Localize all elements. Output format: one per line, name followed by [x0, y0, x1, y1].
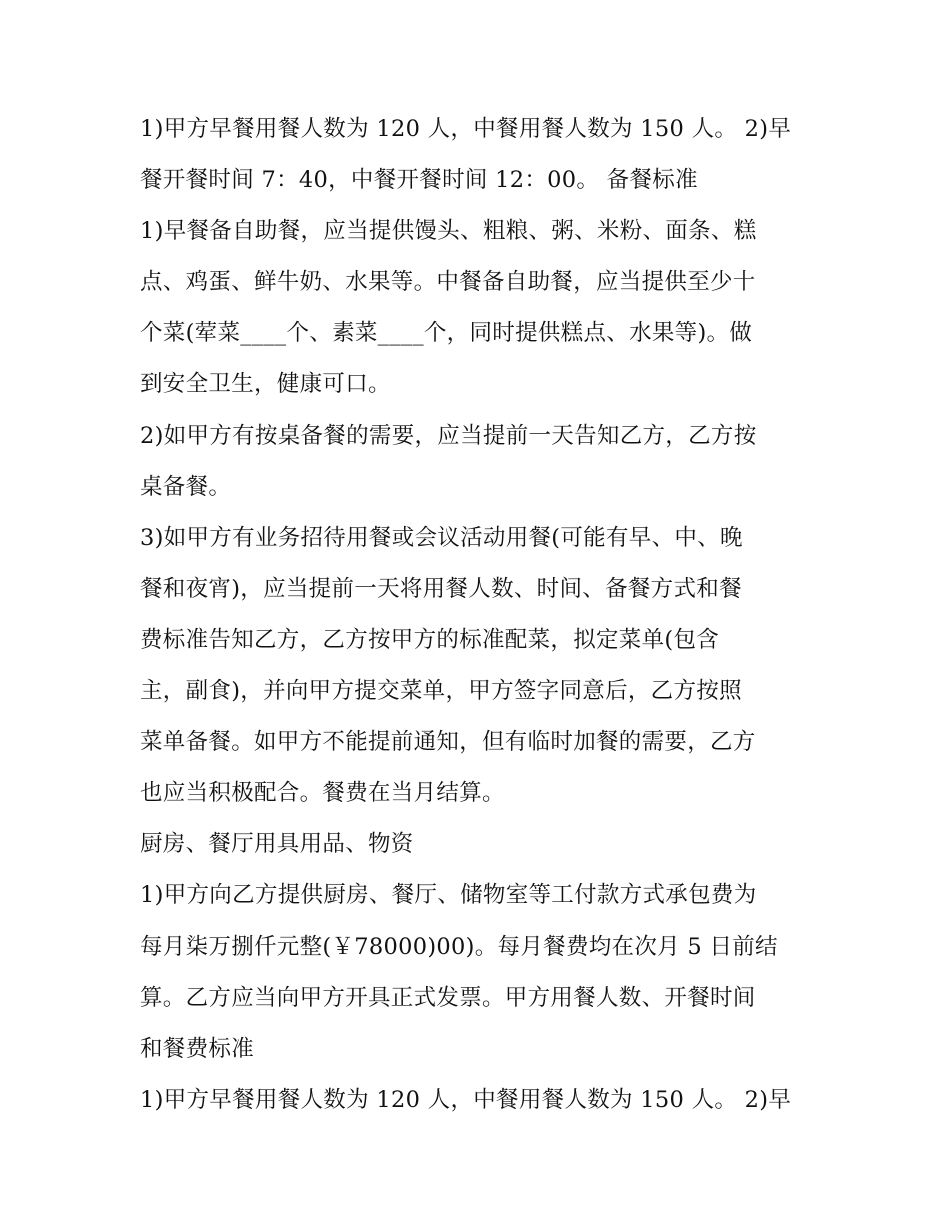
text-line: 3)如甲方有业务招待用餐或会议活动用餐(可能有早、中、晚 [140, 524, 743, 551]
text-line: 1)早餐备自助餐，应当提供馒头、粗粮、粥、米粉、面条、糕 [140, 218, 757, 245]
text-line: 和餐费标准 [140, 1035, 255, 1062]
text-line: 菜单备餐。如甲方不能提前通知，但有临时加餐的需要，乙方 [140, 729, 756, 756]
text-line: 费标准告知乙方，乙方按甲方的标准配菜，拟定菜单(包含 [140, 626, 720, 653]
text-line: 餐开餐时间 7：40，中餐开餐时间 12：00。 备餐标准 [140, 167, 698, 194]
text-line: 1)甲方向乙方提供厨房、餐厅、储物室等工付款方式承包费为 [140, 882, 757, 909]
document-body [140, 104, 815, 1126]
text-line: 点、鸡蛋、鲜牛奶、水果等。中餐备自助餐，应当提供至少十 [140, 269, 756, 296]
text-line: 个菜(荤菜____个、素菜____个，同时提供糕点、水果等)。做 [140, 320, 753, 347]
text-line: 1)甲方早餐用餐人数为 120 人，中餐用餐人数为 150 人。 2)早 [140, 116, 792, 142]
text-line: 算。乙方应当向甲方开具正式发票。甲方用餐人数、开餐时间 [140, 984, 756, 1011]
text-line: 主，副食)，并向甲方提交菜单，甲方签字同意后，乙方按照 [140, 678, 742, 705]
text-line: 2)如甲方有按桌备餐的需要，应当提前一天告知乙方，乙方按 [140, 422, 757, 449]
text-line: 到安全卫生，健康可口。 [140, 371, 391, 398]
text-line: 也应当积极配合。餐费在当月结算。 [140, 780, 505, 807]
text-line: 餐和夜宵)，应当提前一天将用餐人数、时间、备餐方式和餐 [140, 575, 742, 602]
text-line: 1)甲方早餐用餐人数为 120 人，中餐用餐人数为 150 人。 2)早 [140, 1086, 792, 1113]
text-line: 每月柒万捌仟元整(￥78000)00)。每月餐费均在次月 5 日前结 [140, 933, 778, 960]
text-line: 桌备餐。 [140, 473, 232, 500]
section-heading: 厨房、餐厅用具用品、物资 [140, 831, 414, 858]
